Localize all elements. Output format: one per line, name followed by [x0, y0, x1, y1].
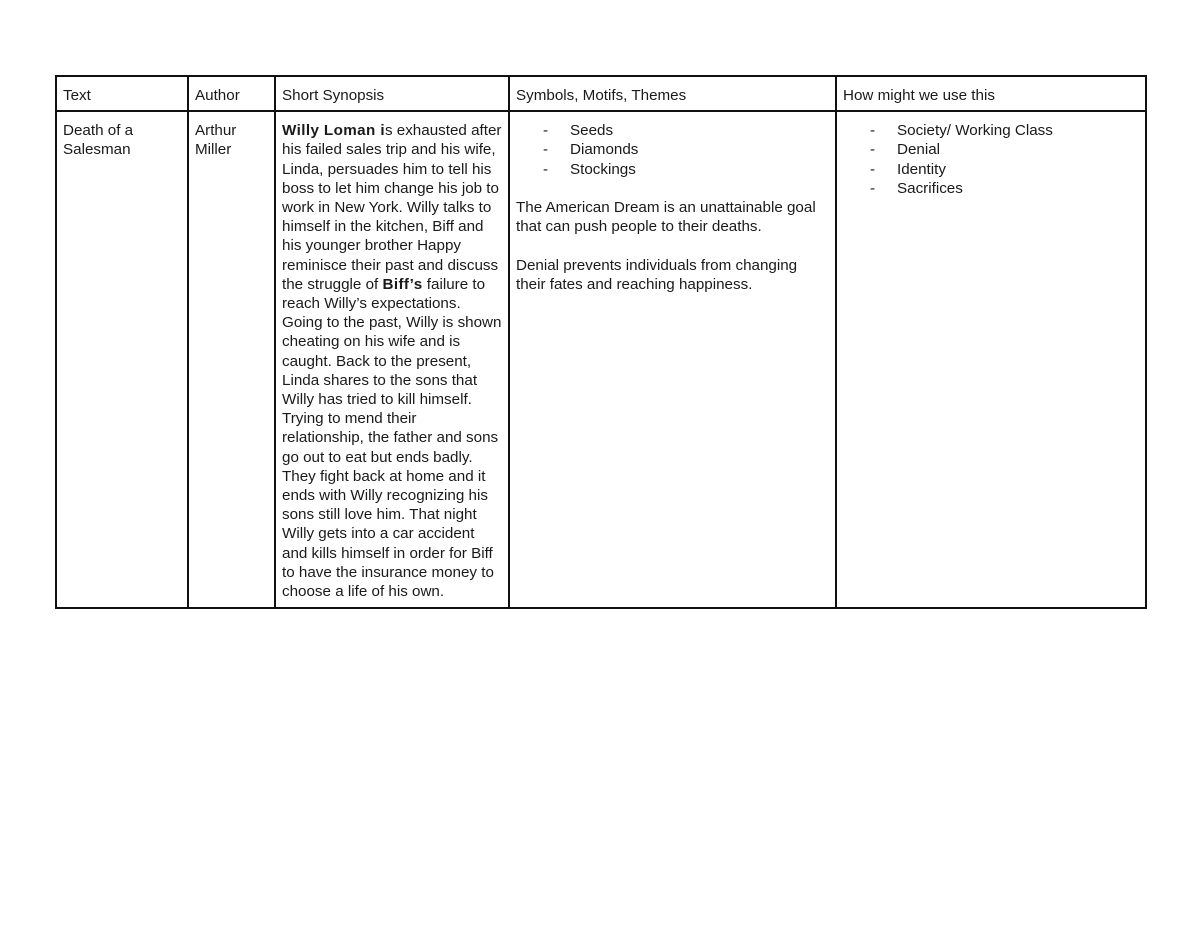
synopsis-text-1: s exhausted after his failed sales trip and his wife, Linda, persuades him to tell his boss to let him change his job to work in New York. Willy talks to himself in the kitchen, Biff and his younger brother Happy reminisce their past and discuss the struggle of: [282, 122, 502, 293]
header-text: Text: [56, 76, 188, 111]
use-list: [843, 121, 1139, 198]
symbol-item: Diamonds: [570, 141, 639, 159]
list-item: [843, 121, 1139, 140]
header-use: How might we use this: [836, 76, 1146, 111]
symbol-item: Stockings: [570, 160, 636, 178]
list-item: [516, 160, 829, 179]
synopsis-bold-name: Willy Loman i: [282, 122, 385, 140]
cell-symbols: [509, 111, 836, 608]
cell-text: Death of a Salesman: [56, 111, 188, 608]
header-symbols: Symbols, Motifs, Themes: [509, 76, 836, 111]
use-item: Society/ Working Class: [897, 122, 1053, 140]
dash-bullet: -: [543, 122, 549, 140]
cell-author: Arthur Miller: [188, 111, 275, 608]
use-item: Sacrifices: [897, 179, 963, 197]
literature-table: [55, 75, 1147, 609]
dash-bullet: -: [870, 141, 876, 159]
list-item: [516, 140, 829, 159]
symbols-list: [516, 121, 829, 179]
cell-use: [836, 111, 1146, 608]
table-row: [56, 111, 1146, 608]
dash-bullet: -: [870, 122, 876, 140]
use-item: Identity: [897, 160, 946, 178]
list-item: [843, 179, 1139, 198]
symbol-item: Seeds: [570, 122, 614, 140]
dash-bullet: -: [543, 160, 549, 178]
list-item: [843, 160, 1139, 179]
use-item: Denial: [897, 141, 941, 159]
list-item: [843, 140, 1139, 159]
dash-bullet: -: [870, 179, 876, 197]
dash-bullet: -: [543, 141, 549, 159]
theme-paragraph: Denial prevents individuals from changing their fates and reaching happiness.: [516, 256, 798, 293]
table-header-row: [56, 76, 1146, 111]
list-item: [516, 121, 829, 140]
cell-synopsis: [275, 111, 509, 608]
theme-paragraph: The American Dream is an unattainable goal that can push people to their deaths.: [516, 199, 816, 236]
synopsis-text-2: failure to reach Willy’s expectations. Going to the past, Willy is shown cheating on his wife and is caught. Back to the present, Linda shares to the sons that Willy has tried to kill himself. Trying to mend their relationship, the father and sons go out to eat but ends badly. They fight back at home and it ends with Willy recognizing his sons still love him. That night Willy gets into a car accident and kills himself in order for Biff to have the insurance money to choose a life of his own.: [282, 275, 502, 601]
synopsis-bold-biff: Biff’s: [382, 275, 423, 293]
header-synopsis: Short Synopsis: [275, 76, 509, 111]
dash-bullet: -: [870, 160, 876, 178]
header-author: Author: [188, 76, 275, 111]
